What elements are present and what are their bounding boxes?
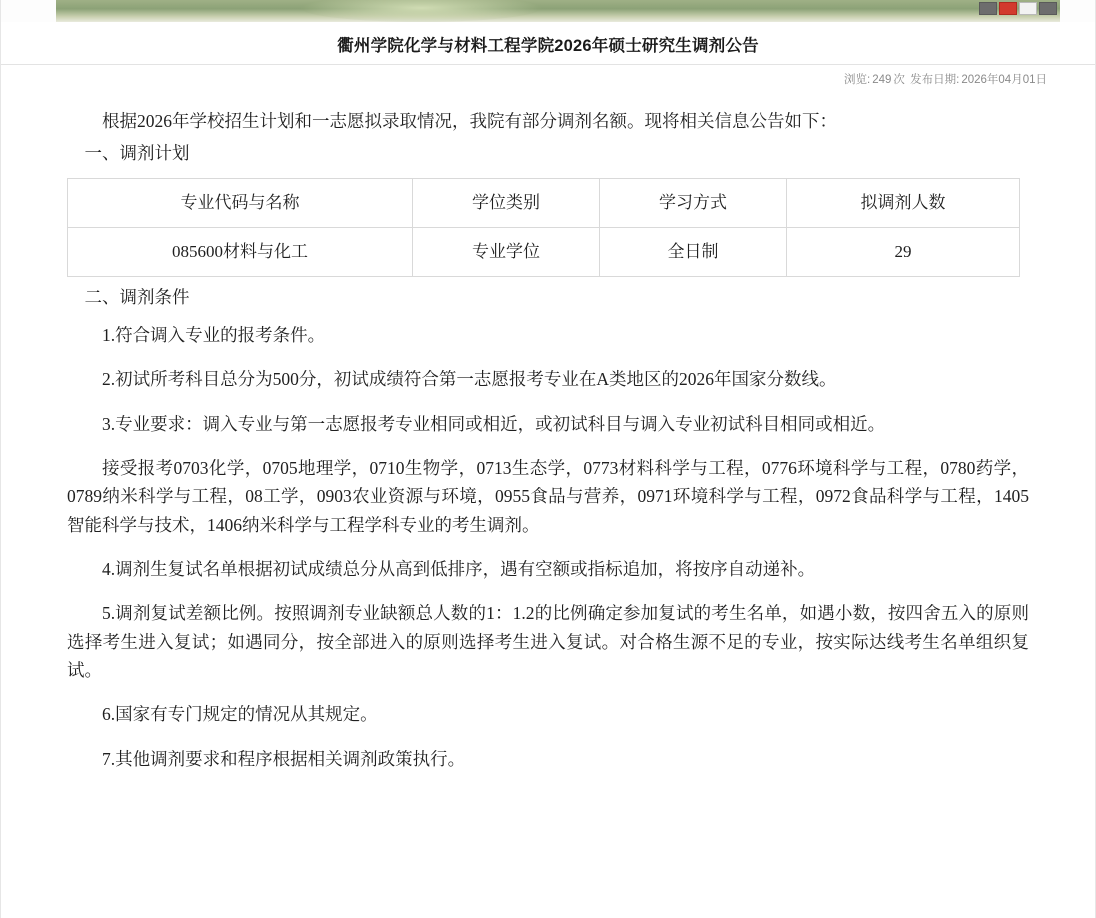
banner-decoration: [301, 0, 541, 22]
section-2-heading: 二、调剂条件: [84, 286, 190, 307]
views-count: 249: [872, 74, 892, 86]
page-banner-image: [1, 0, 1095, 22]
condition-item-4: 4.调剂生复试名单根据初试成绩总分从高到低排序，遇有空额或指标追加，将按序自动递补。: [102, 559, 816, 580]
column-header-quota: 拟调剂人数: [787, 178, 1020, 227]
condition-item-1: 1.符合调入专业的报考条件。: [102, 325, 326, 346]
title-bar: [1, 22, 1095, 65]
banner-right-margin: [1060, 0, 1095, 22]
table-row: [68, 227, 1020, 276]
section-1-heading: 一、调剂计划: [84, 143, 190, 164]
condition-item-2: 2.初试所考科目总分为500分，初试成绩符合第一志愿报考专业在A类地区的2026年国家分数线。: [102, 369, 837, 390]
accepted-majors-paragraph: 接受报考0703化学，0705地理学，0710生物学，0713生态学，0773材料科学与工程，0776环境科学与工程，0780药学，0789纳米科学与工程，08工学，0903农业资源与环境，0955食品与营养，0971环境科学与工程，0972食品科学与工程，1405智能科学与技术，1406纳米科学与工程学科专业的考生调剂。: [67, 458, 1029, 535]
flag-icon: [979, 2, 1057, 15]
cell-quota: 29: [787, 227, 1020, 276]
condition-item-5: 5.调剂复试差额比例。按照调剂专业缺额总人数的1：1.2的比例确定参加复试的考生名单，如遇小数，按四舍五入的原则选择考生进入复试；如遇同分，按全部进入的原则选择考生进入复试。对合格生源不足的专业，按实际达线考生名单组织复试。: [67, 603, 1029, 681]
condition-item-7: 7.其他调剂要求和程序根据相关调剂政策执行。: [102, 748, 466, 769]
cell-major: 085600材料与化工: [68, 227, 413, 276]
views-unit: 次: [893, 74, 905, 86]
cell-study-mode: 全日制: [600, 227, 787, 276]
column-header-degree-type: 学位类别: [413, 178, 600, 227]
views-label: 浏览:: [844, 74, 871, 86]
publish-date: 2026年04月01日: [961, 74, 1047, 86]
condition-item-3: 3.专业要求：调入专业与第一志愿报考专业相同或相近，或初试科目与调入专业初试科目相同或相近。: [102, 413, 886, 434]
banner-left-margin: [1, 0, 56, 22]
condition-item-6: 6.国家有专门规定的情况从其规定。: [102, 704, 378, 725]
article-body: [1, 91, 1095, 773]
column-header-study-mode: 学习方式: [600, 178, 787, 227]
article-meta: [1, 65, 1095, 91]
table-header-row: [68, 178, 1020, 227]
publish-label: 发布日期:: [910, 74, 960, 86]
intro-paragraph: 根据2026年学校招生计划和一志愿拟录取情况，我院有部分调剂名额。现将相关信息公告如下：: [102, 111, 837, 131]
column-header-major: 专业代码与名称: [68, 178, 413, 227]
cell-degree-type: 专业学位: [413, 227, 600, 276]
page-title: 衢州学院化学与材料工程学院2026年硕士研究生调剂公告: [337, 37, 759, 55]
adjustment-plan-table: [67, 178, 1020, 277]
